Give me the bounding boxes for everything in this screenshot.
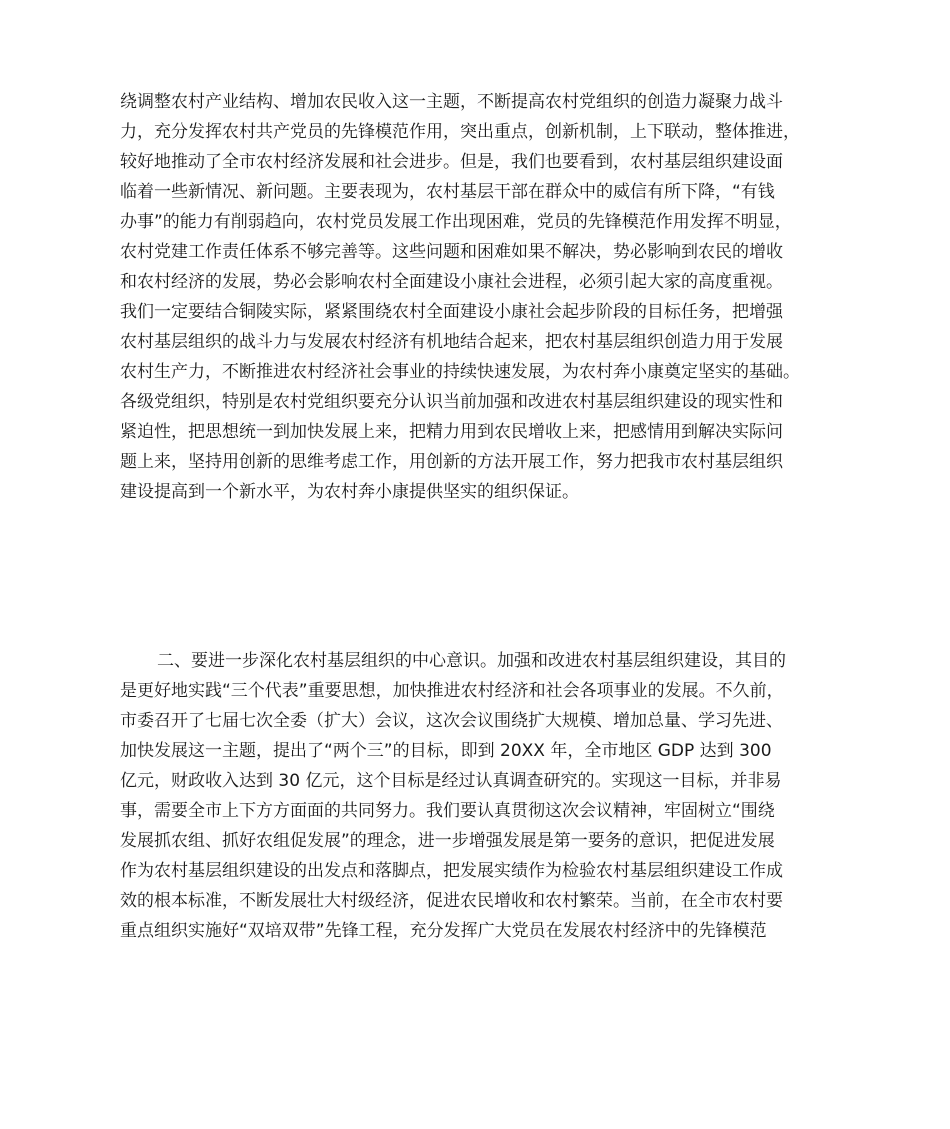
text-line: 市委召开了七届七次全委（扩大）会议，这次会议围绕扩大规模、增加总量、学习先进、 — [120, 711, 783, 731]
text-line: 各级党组织，特别是农村党组织要充分认识当前加强和改进农村基层组织建设的现实性和 — [120, 392, 783, 412]
text-line: 发展抓农组、抓好农组促发展”的理念，进一步增强发展是第一要务的意识，把促进发展 — [120, 831, 775, 851]
text-line: 农村生产力，不断推进农村经济社会事业的持续快速发展，为农村奔小康奠定坚实的基础。 — [120, 362, 800, 382]
text-line: 重点组织实施好“双培双带”先锋工程，充分发挥广大党员在发展农村经济中的先锋模范 — [120, 921, 767, 941]
text-line: 和农村经济的发展，势必会影响农村全面建设小康社会进程，必须引起大家的高度重视。 — [120, 272, 783, 292]
text-line: 事，需要全市上下方方面面的共同努力。我们要认真贯彻这次会议精神，牢固树立“围绕 — [120, 801, 775, 821]
text-line: 紧迫性，把思想统一到加快发展上来，把精力用到农民增收上来，把感情用到解决实际问 — [120, 422, 783, 442]
paragraph-1 — [120, 87, 836, 507]
text-line: 建设提高到一个新水平，为农村奔小康提供坚实的组织保证。 — [120, 482, 579, 502]
text-line: 绕调整农村产业结构、增加农民收入这一主题，不断提高农村党组织的创造力凝聚力战斗 — [120, 92, 783, 112]
text-line: 较好地推动了全市农村经济发展和社会进步。但是，我们也要看到，农村基层组织建设面 — [120, 152, 783, 172]
text-line: 临着一些新情况、新问题。主要表现为，农村基层干部在群众中的威信有所下降，“有钱 — [120, 182, 775, 202]
text-line: 农村党建工作责任体系不够完善等。这些问题和困难如果不解决，势必影响到农民的增收 — [120, 242, 783, 262]
text-line: 农村基层组织的战斗力与发展农村经济有机地结合起来，把农村基层组织创造力用于发展 — [120, 332, 783, 352]
text-line: 我们一定要结合铜陵实际，紧紧围绕农村全面建设小康社会起步阶段的目标任务，把增强 — [120, 302, 783, 322]
text-line: 亿元，财政收入达到 30 亿元，这个目标是经过认真调查研究的。实现这一目标，并非易 — [120, 771, 782, 791]
text-line: 办事”的能力有削弱趋向，农村党员发展工作出现困难，党员的先锋模范作用发挥不明显， — [120, 212, 792, 232]
text-line: 效的根本标准，不断发展壮大村级经济，促进农民增收和农村繁荣。当前，在全市农村要 — [120, 891, 783, 911]
text-line: 是更好地实践“三个代表”重要思想，加快推进农村经济和社会各项事业的发展。不久前， — [120, 681, 784, 701]
text-line: 加快发展这一主题，提出了“两个三”的目标，即到 20XX 年，全市地区 GDP 达到 300 — [120, 741, 772, 761]
text-line: 二、要进一步深化农村基层组织的中心意识。加强和改进农村基层组织建设，其目的 — [157, 651, 786, 671]
paragraph-2 — [120, 646, 836, 946]
text-line: 作为农村基层组织建设的出发点和落脚点，把发展实绩作为检验农村基层组织建设工作成 — [120, 861, 783, 881]
text-line: 题上来，坚持用创新的思维考虑工作，用创新的方法开展工作，努力把我市农村基层组织 — [120, 452, 783, 472]
text-line: 力，充分发挥农村共产党员的先锋模范作用，突出重点，创新机制，上下联动，整体推进， — [120, 122, 800, 142]
